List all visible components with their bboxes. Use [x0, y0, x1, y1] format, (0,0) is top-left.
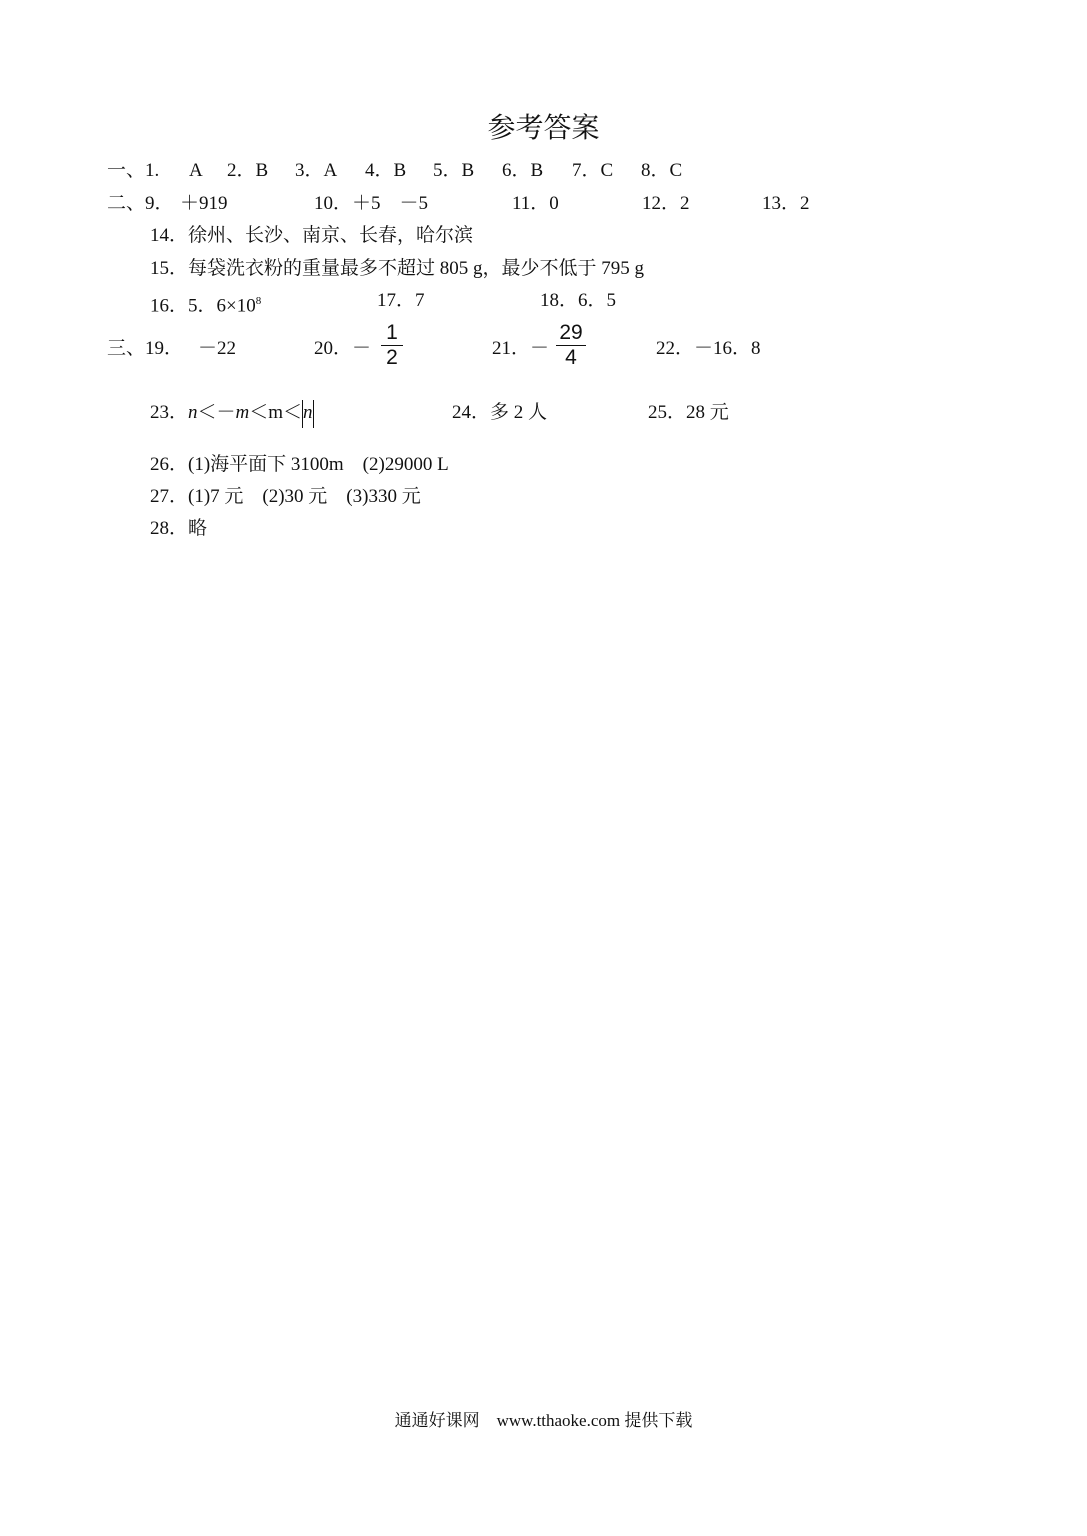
answer-2: 2．B: [227, 160, 269, 181]
answer-4: 4．B: [365, 160, 407, 181]
answer-23-label: 23．: [150, 402, 189, 423]
answer-20-label: 20．－: [314, 338, 372, 359]
answer-19: －22: [198, 338, 237, 359]
answer-13: 13．2: [762, 193, 810, 214]
answer-15: 15．每袋洗衣粉的重量最多不超过 805 g，最少不低于 795 g: [150, 258, 645, 279]
answer-16: [150, 287, 261, 320]
answer-23-n: n: [188, 402, 198, 423]
answer-10: 10．＋5 －5: [314, 193, 429, 214]
answer-21-denominator: 4: [565, 346, 577, 369]
section-3-row-d: [0, 483, 1087, 511]
answer-5: 5．B: [433, 160, 475, 181]
answer-25: 25．28 元: [648, 402, 729, 423]
section-1-row: [0, 157, 1087, 185]
page-footer: [0, 1407, 1087, 1435]
answer-1: A: [189, 160, 203, 181]
section-2-row-c: [0, 255, 1087, 283]
section-2-row-a: [0, 190, 1087, 218]
section-2-row-d: [0, 287, 1087, 315]
answer-20-denominator: 2: [386, 346, 398, 369]
answer-21-fraction: [556, 321, 586, 370]
answer-20-fraction: [381, 321, 403, 370]
section-1-prefix: 一、1.: [107, 160, 160, 181]
answer-22: 22．－16．8: [656, 338, 761, 359]
answer-8: 8．C: [641, 160, 683, 181]
page-title: 参考答案: [487, 113, 600, 144]
section-3-prefix: 三、19．: [107, 338, 184, 359]
section-3-row-c: [0, 451, 1087, 479]
absolute-value-bar-right: [313, 400, 314, 428]
answer-20-numerator: 1: [386, 321, 398, 344]
section-3-row-b: [0, 399, 1087, 427]
answer-12: 12．2: [642, 193, 690, 214]
section-3-row-a: [0, 335, 1087, 363]
answer-24: 24．多 2 人: [452, 402, 548, 423]
answer-23-n-abs: n: [303, 402, 313, 423]
answer-14: 14．徐州、长沙、南京、长春，哈尔滨: [150, 225, 474, 246]
answer-23-m: m: [235, 402, 250, 423]
answer-6: 6．B: [502, 160, 544, 181]
answer-16-exponent: 8: [255, 295, 262, 307]
answer-21-numerator: 29: [559, 321, 583, 344]
answer-9: ＋919: [180, 193, 228, 214]
answer-7: 7．C: [572, 160, 614, 181]
section-2-row-b: [0, 222, 1087, 250]
answer-27: 27．(1)7 元 (2)30 元 (3)330 元: [150, 486, 421, 507]
answer-23: [150, 399, 314, 428]
answer-18: 18．6．5: [540, 290, 617, 311]
answer-23-relation-2: ＜m＜: [249, 402, 303, 423]
answer-26: 26．(1)海平面下 3100m (2)29000 L: [150, 454, 449, 475]
answer-3: 3．A: [295, 160, 338, 181]
answer-28: 28．略: [150, 518, 208, 539]
answer-21-label: 21．－: [492, 338, 550, 359]
answer-23-relation-1: ＜－: [197, 402, 236, 423]
answer-17: 17．7: [377, 290, 425, 311]
footer-text: 通通好课网 www.tthaoke.com 提供下载: [394, 1411, 693, 1430]
section-2-prefix: 二、9．: [107, 193, 174, 214]
answer-11: 11．0: [512, 193, 559, 214]
section-3-row-e: [0, 515, 1087, 543]
answer-16-base: 16．5．6×10: [150, 295, 256, 317]
